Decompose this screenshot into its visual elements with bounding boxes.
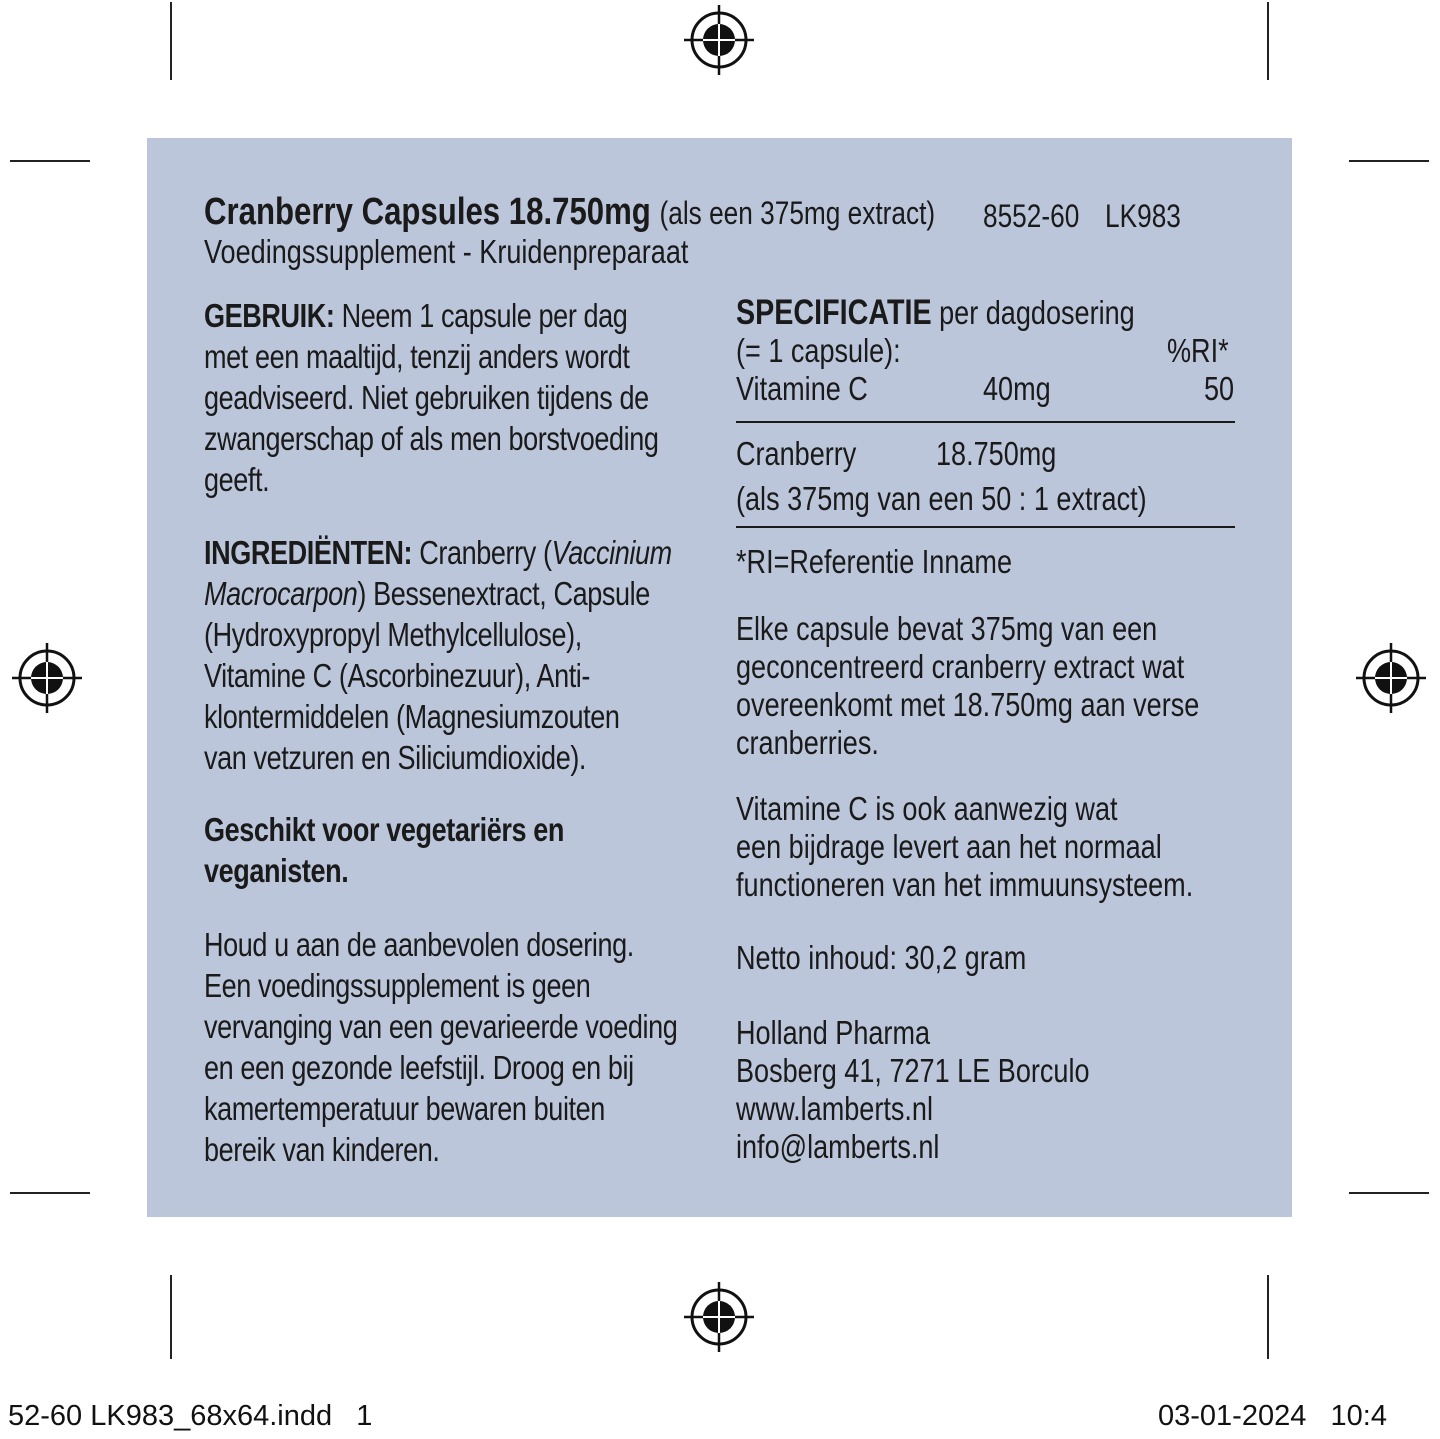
advice-section: Houd u aan de aanbevolen dosering. Een voedingssupplement is geen vervanging van een gevarieerde voeding en een gezonde leefstijl. Droog en bij kamertemperatuur bewaren buiten bereik van kinderen. (204, 926, 678, 1168)
spec-ri-header: %RI* (1167, 332, 1229, 369)
usage-heading: GEBRUIK: (204, 297, 335, 334)
crop-mark-bottom-left (170, 1275, 172, 1359)
spec-cran-amount: 18.750mg (936, 435, 1057, 472)
usage-line-2: met een maaltijd, tenzij anders wordt (204, 338, 630, 375)
crop-mark-bottom-right (1267, 1275, 1269, 1359)
ri-footnote: *RI=Referentie Inname (736, 543, 1013, 580)
product-label (147, 138, 1292, 1217)
ingredients-line-3: (Hydroxypropyl Methylcellulose), (204, 616, 582, 653)
ingredients-line-5: klontermiddelen (Magnesiumzouten (204, 698, 620, 735)
label-code: LK983 (1105, 198, 1181, 234)
product-name: Cranberry Capsules 18.750mg (204, 191, 651, 233)
ingredients-section (204, 532, 672, 778)
slug-datetime: 03-01-2024 10:4 (1158, 1400, 1387, 1432)
usage-line-4: zwangerschap of als men borstvoeding (204, 420, 659, 457)
ingredients-heading: INGREDIËNTEN: (204, 534, 413, 571)
registration-mark-bottom-icon (684, 1282, 754, 1352)
spec-cran-note: (als 375mg van een 50 : 1 extract) (736, 480, 1147, 517)
crop-mark-top-left (170, 2, 172, 80)
spec-cran-name: Cranberry (736, 435, 857, 472)
product-extract-note: (als een 375mg extract) (659, 195, 936, 231)
ingredients-line-2: Macrocarpon) Bessenextract, Capsule (204, 575, 650, 612)
spec-heading-line: SPECIFICATIE per dagdosering (736, 293, 1135, 332)
usage-line-1: GEBRUIK: Neem 1 capsule per dag (204, 297, 628, 334)
usage-section (204, 295, 659, 500)
ingredients-line-6: van vetzuren en Siliciumdioxide). (204, 739, 587, 776)
spec-divider-1 (736, 421, 1235, 423)
spec-dose: (= 1 capsule): (736, 332, 901, 369)
spec-vitc-name: Vitamine C (736, 370, 868, 407)
vegetarian-note: Geschikt voor vegetariërs en veganisten. (204, 811, 565, 889)
ingredients-line-1: INGREDIËNTEN: Cranberry (Vaccinium (204, 534, 672, 571)
company-website: www.lamberts.nl (736, 1090, 933, 1127)
product-code: 8552-60 (983, 198, 1080, 234)
company-address: Bosberg 41, 7271 LE Borculo (736, 1052, 1090, 1089)
net-content: Netto inhoud: 30,2 gram (736, 939, 1027, 976)
usage-line-5: geeft. (204, 461, 270, 498)
crop-mark-right-bottom (1349, 1192, 1429, 1194)
crop-mark-top-right (1267, 2, 1269, 80)
company-info (736, 1014, 1090, 1166)
usage-line-3: geadviseerd. Niet gebruiken tijdens de (204, 379, 649, 416)
spec-divider-2 (736, 526, 1235, 528)
crop-mark-left-bottom (10, 1192, 90, 1194)
spec-heading: SPECIFICATIE (736, 293, 932, 332)
spec-vitc-amount: 40mg (983, 370, 1051, 407)
registration-mark-top-icon (684, 5, 754, 75)
spec-vitc-ri: 50 (1204, 370, 1235, 407)
slug-filename: 52-60 LK983_68x64.indd 1 (8, 1400, 373, 1432)
product-subtitle: Voedingssupplement - Kruidenpreparaat (204, 233, 689, 270)
crop-mark-left-top (10, 160, 90, 162)
vitamin-c-info: Vitamine C is ook aanwezig wat een bijdrage levert aan het normaal functioneren van het immuunsysteem. (736, 790, 1194, 903)
company-name: Holland Pharma (736, 1014, 931, 1051)
company-email: info@lamberts.nl (736, 1128, 940, 1165)
title-line (204, 190, 935, 235)
crop-mark-right-top (1349, 160, 1429, 162)
registration-mark-left-icon (12, 643, 82, 713)
ingredients-line-4: Vitamine C (Ascorbinezuur), Anti- (204, 657, 591, 694)
capsule-info: Elke capsule bevat 375mg van een geconcentreerd cranberry extract wat overeenkomt met 18.750mg aan verse cranberries. (736, 610, 1200, 761)
registration-mark-right-icon (1356, 643, 1426, 713)
